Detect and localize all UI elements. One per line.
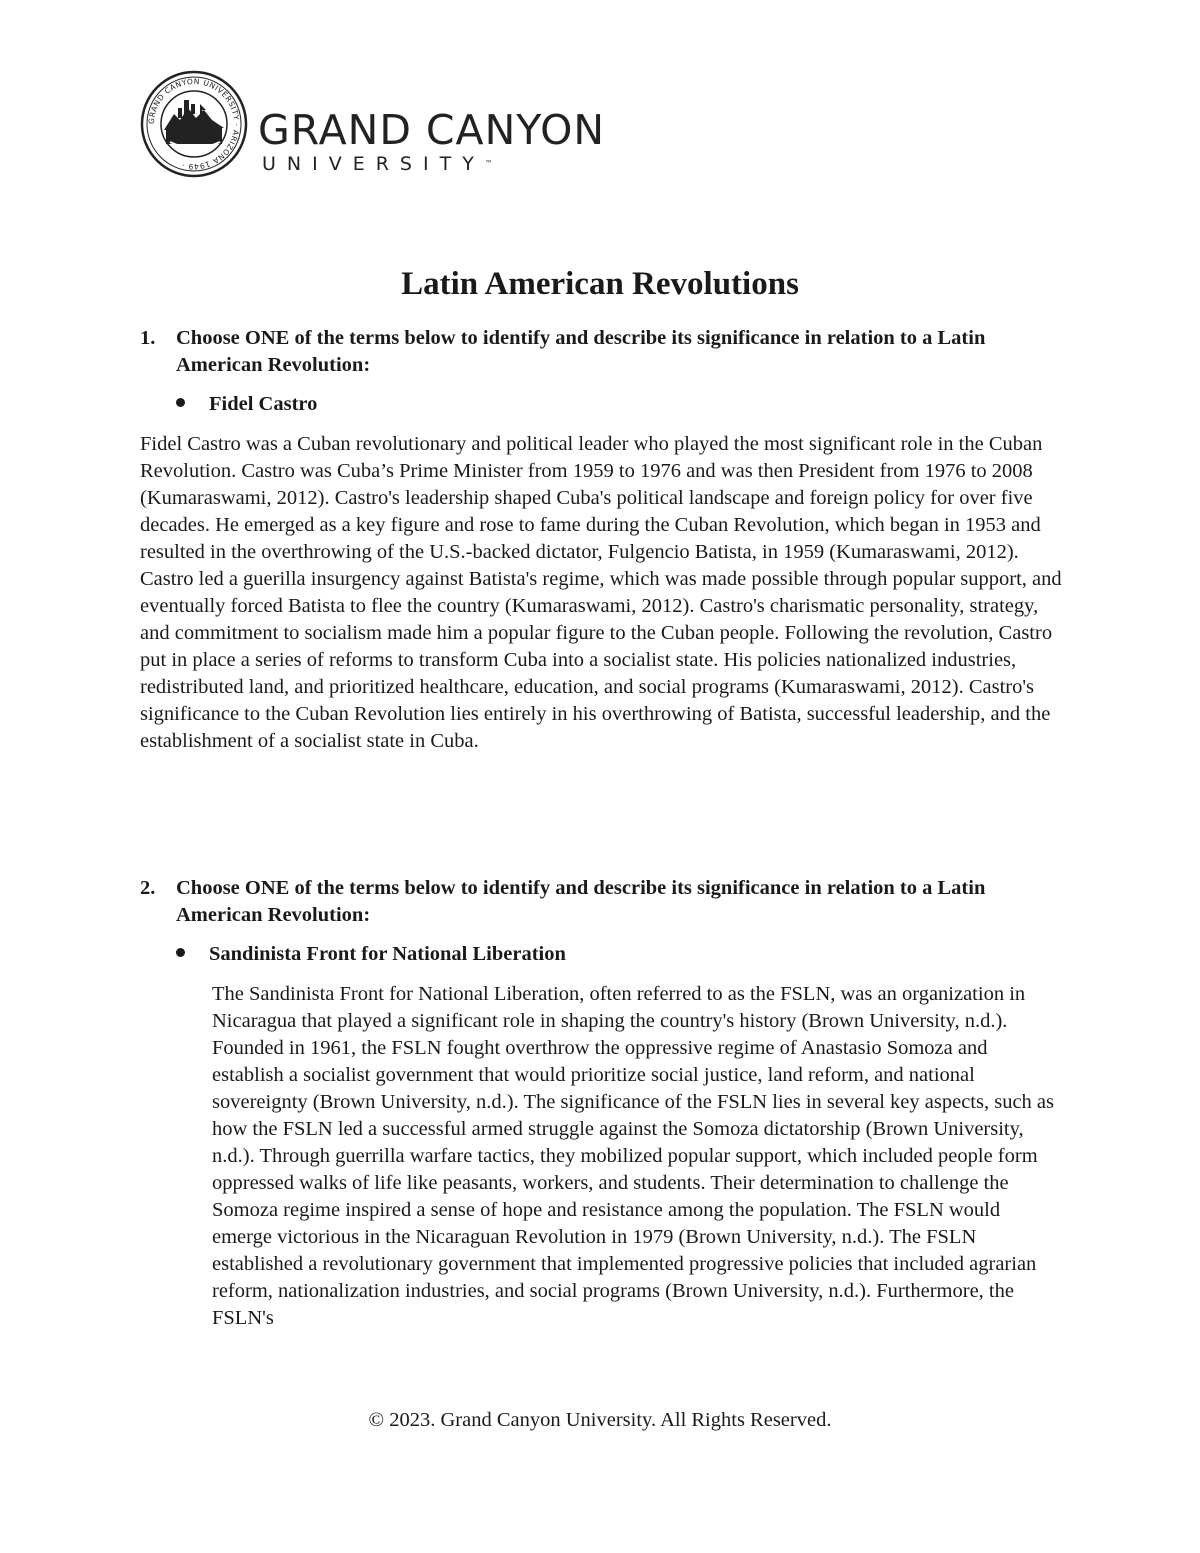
question-1 (140, 325, 1060, 379)
logo-line-university: UNIVERSITY™ (262, 153, 493, 175)
question-prompt: Choose ONE of the terms below to identify and describe its significance in relation to a Latin American Revolution: (176, 327, 986, 376)
question-number: 2. (140, 877, 156, 899)
bullet-icon (176, 398, 185, 407)
logo-line-grand-canyon: GRAND CANYON (258, 106, 606, 154)
answer-paragraph-2: The Sandinista Front for National Liberation, often referred to as the FSLN, was an organization in Nicaragua that played a significant role in shaping the country's history (Brown University, n.d.). Founded in 1961, the FSLN fought overthrow the oppressive regime of Anastasio Somoza and establish a socialist government that would prioritize social justice, land reform, and national sovereignty (Brown University, n.d.). The significance of the FSLN lies in several key aspects, such as how the FSLN led a successful armed struggle against the Somoza dictatorship (Brown University, n.d.). Through guerrilla warfare tactics, they mobilized popular support, which included people form oppressed walks of life like peasants, workers, and students. Their determination to challenge the Somoza regime inspired a sense of hope and resistance among the population. The FSLN would emerge victorious in the Nicaraguan Revolution in 1979 (Brown University, n.d.). The FSLN established a revolutionary government that implemented progressive policies that included agrarian reform, nationalization industries, and social programs (Brown University, n.d.). Furthermore, the FSLN's (212, 983, 1055, 1329)
question-prompt: Choose ONE of the terms below to identify and describe its significance in relation to a Latin American Revolution: (176, 877, 986, 926)
copyright-footer: © 2023. Grand Canyon University. All Rights Reserved. (368, 1409, 832, 1431)
answer-paragraph-1: Fidel Castro was a Cuban revolutionary and political leader who played the most significant role in the Cuban Revolution. Castro was Cuba’s Prime Minister from 1959 to 1976 and was then President from 1976 to 2008 (Kumaraswami, 2012). Castro's leadership shaped Cuba's political landscape and foreign policy for over five decades. He emerged as a key figure and rose to fame during the Cuban Revolution, which began in 1953 and resulted in the overthrowing of the U.S.-backed dictator, Fulgencio Batista, in 1959 (Kumaraswami, 2012). Castro led a guerilla insurgency against Batista's regime, which was made possible through popular support, and eventually forced Batista to flee the country (Kumaraswami, 2012). Castro's charismatic personality, strategy, and commitment to socialism made him a popular figure to the Cuban people. Following the revolution, Castro put in place a series of reforms to transform Cuba into a socialist state. His policies nationalized industries, redistributed land, and prioritized healthcare, education, and social programs (Kumaraswami, 2012). Castro's significance to the Cuban Revolution lies entirely in his overthrowing of Batista, successful leadership, and the establishment of a socialist state in Cuba. (140, 433, 1062, 752)
bullet-icon (176, 948, 185, 957)
svg-text:GRAND CANYON UNIVERSITY · ARIZ: GRAND CANYON UNIVERSITY · ARIZONA 1949 · (146, 76, 242, 172)
question-number: 1. (140, 327, 156, 349)
university-logo (140, 70, 660, 180)
term-bullet-2 (176, 941, 566, 968)
page-title: Latin American Revolutions (401, 266, 799, 302)
term-label: Fidel Castro (209, 393, 318, 415)
wordmark (258, 108, 605, 176)
question-2 (140, 875, 1060, 929)
term-label: Sandinista Front for National Liberation (209, 943, 566, 965)
university-seal-icon (140, 70, 248, 178)
term-bullet-1 (176, 391, 317, 418)
